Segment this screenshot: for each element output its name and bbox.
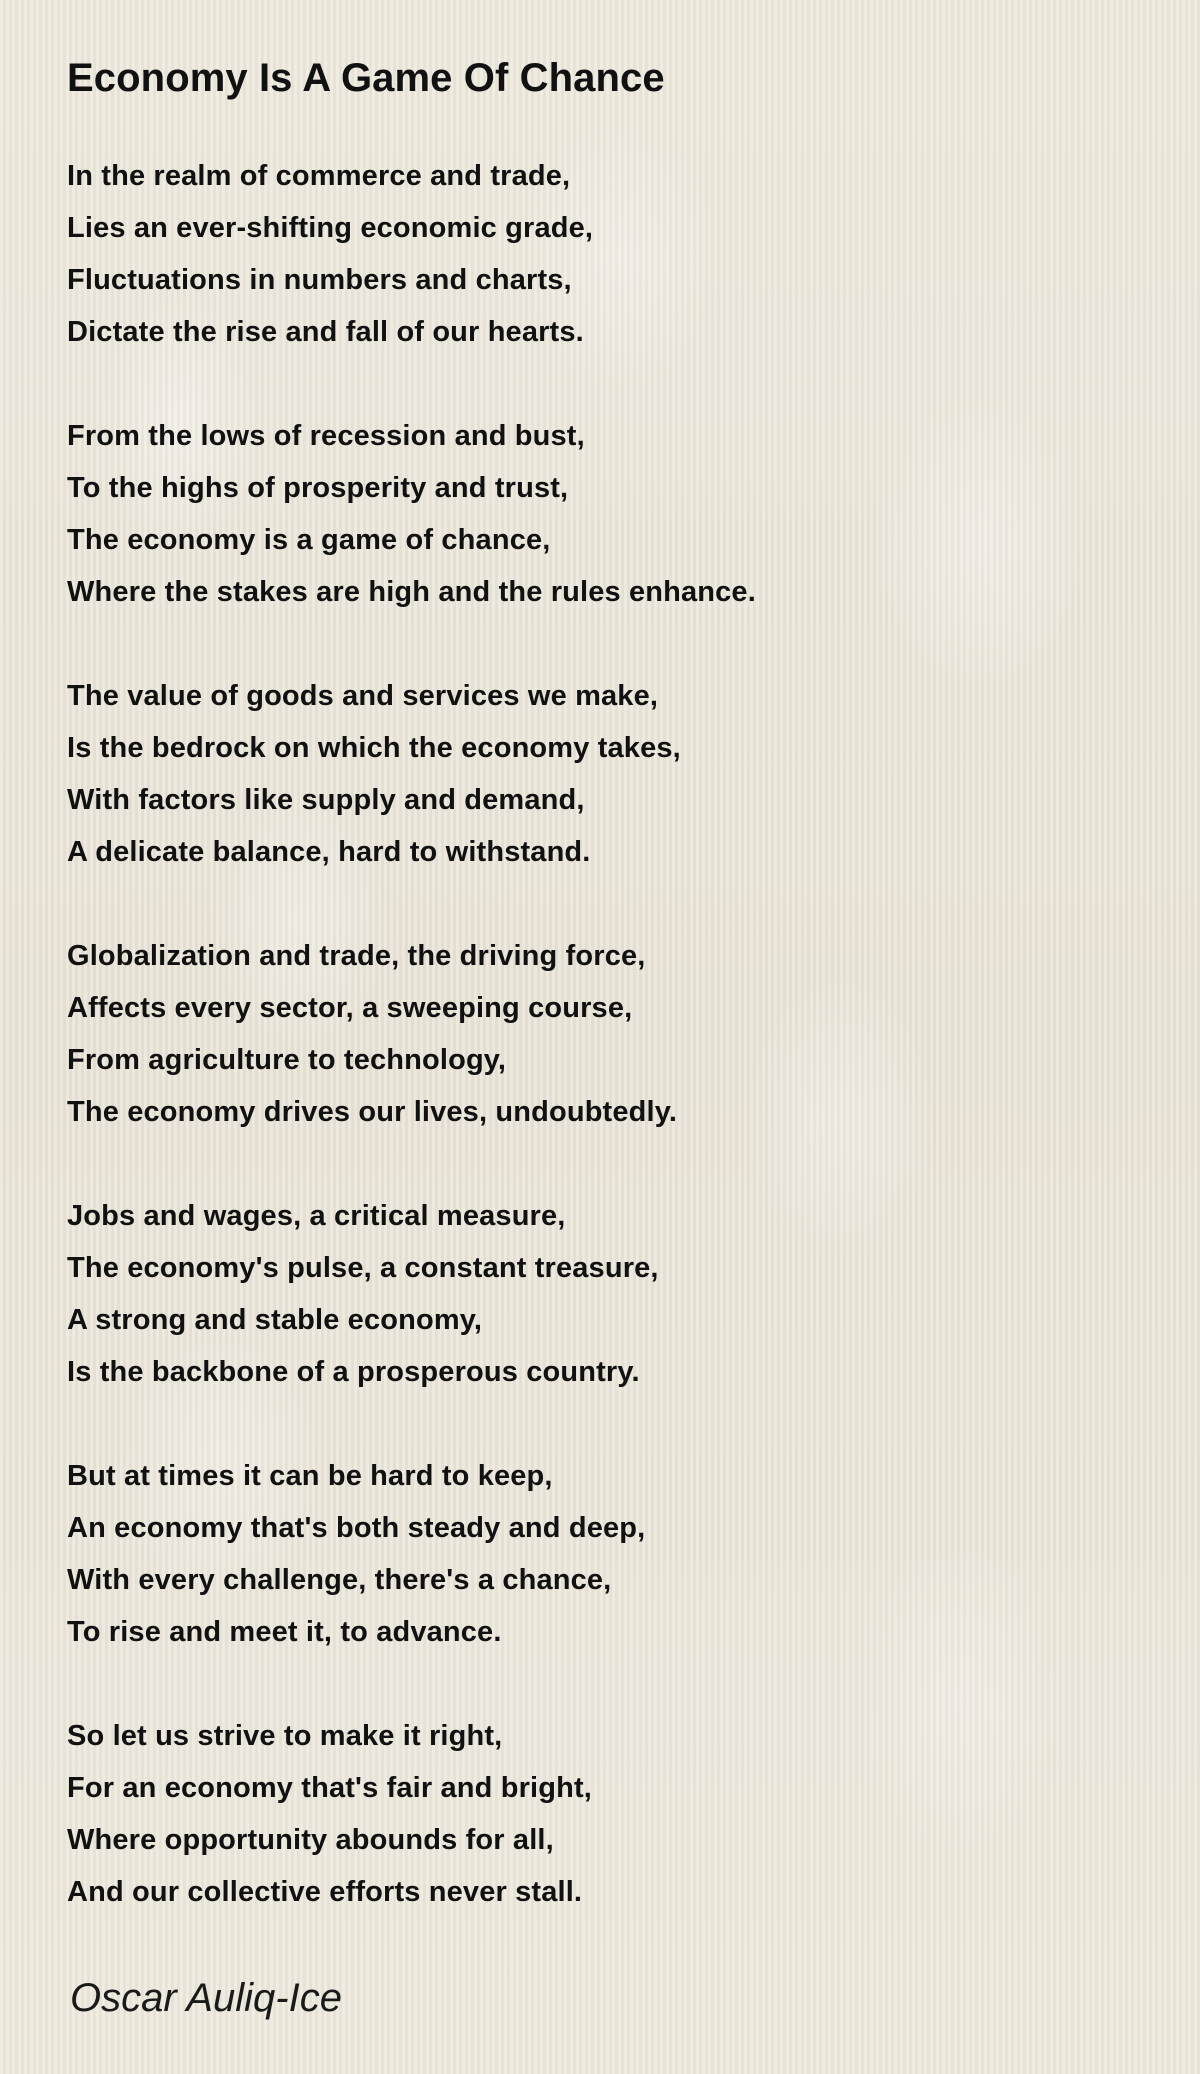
- stanza-1: [67, 150, 1127, 358]
- poem-line: To the highs of prosperity and trust,: [67, 472, 569, 504]
- poem-line: Where opportunity abounds for all,: [67, 1824, 554, 1856]
- poem-line: With every challenge, there's a chance,: [67, 1564, 612, 1596]
- poem-line: Fluctuations in numbers and charts,: [67, 264, 572, 296]
- stanza-6: [67, 1450, 1127, 1658]
- poem-line: The economy's pulse, a constant treasure,: [67, 1252, 659, 1284]
- poem-line: The economy drives our lives, undoubtedly.: [67, 1096, 678, 1128]
- poem-body: [67, 150, 1127, 1918]
- poem-line: A strong and stable economy,: [67, 1304, 483, 1336]
- poem-line: And our collective efforts never stall.: [67, 1876, 583, 1908]
- poem-line: An economy that's both steady and deep,: [67, 1512, 646, 1544]
- poem-line: With factors like supply and demand,: [67, 784, 585, 816]
- poem-line: Where the stakes are high and the rules enhance.: [67, 576, 756, 608]
- poem-line: The economy is a game of chance,: [67, 524, 551, 556]
- poem-author: Oscar Auliq-Ice: [70, 1976, 342, 2020]
- poem-line: The value of goods and services we make,: [67, 680, 659, 712]
- stanza-7: [67, 1710, 1127, 1918]
- poem-line: Dictate the rise and fall of our hearts.: [67, 316, 584, 348]
- poem-title: Economy Is A Game Of Chance: [67, 56, 665, 100]
- poem-line: But at times it can be hard to keep,: [67, 1460, 553, 1492]
- poem-line: Jobs and wages, a critical measure,: [67, 1200, 566, 1232]
- stanza-2: [67, 410, 1127, 618]
- stanza-3: [67, 670, 1127, 878]
- poem-line: Is the backbone of a prosperous country.: [67, 1356, 640, 1388]
- poem-line: A delicate balance, hard to withstand.: [67, 836, 591, 868]
- poem-line: Globalization and trade, the driving force,: [67, 940, 646, 972]
- poem-line: From the lows of recession and bust,: [67, 420, 585, 452]
- poem-line: Affects every sector, a sweeping course,: [67, 992, 633, 1024]
- poem-line: For an economy that's fair and bright,: [67, 1772, 592, 1804]
- poem-line: So let us strive to make it right,: [67, 1720, 503, 1752]
- stanza-5: [67, 1190, 1127, 1398]
- poem-line: Lies an ever-shifting economic grade,: [67, 212, 594, 244]
- poem-line: To rise and meet it, to advance.: [67, 1616, 502, 1648]
- poem-line: From agriculture to technology,: [67, 1044, 507, 1076]
- poem-line: In the realm of commerce and trade,: [67, 160, 571, 192]
- stanza-4: [67, 930, 1127, 1138]
- poem-line: Is the bedrock on which the economy takes,: [67, 732, 681, 764]
